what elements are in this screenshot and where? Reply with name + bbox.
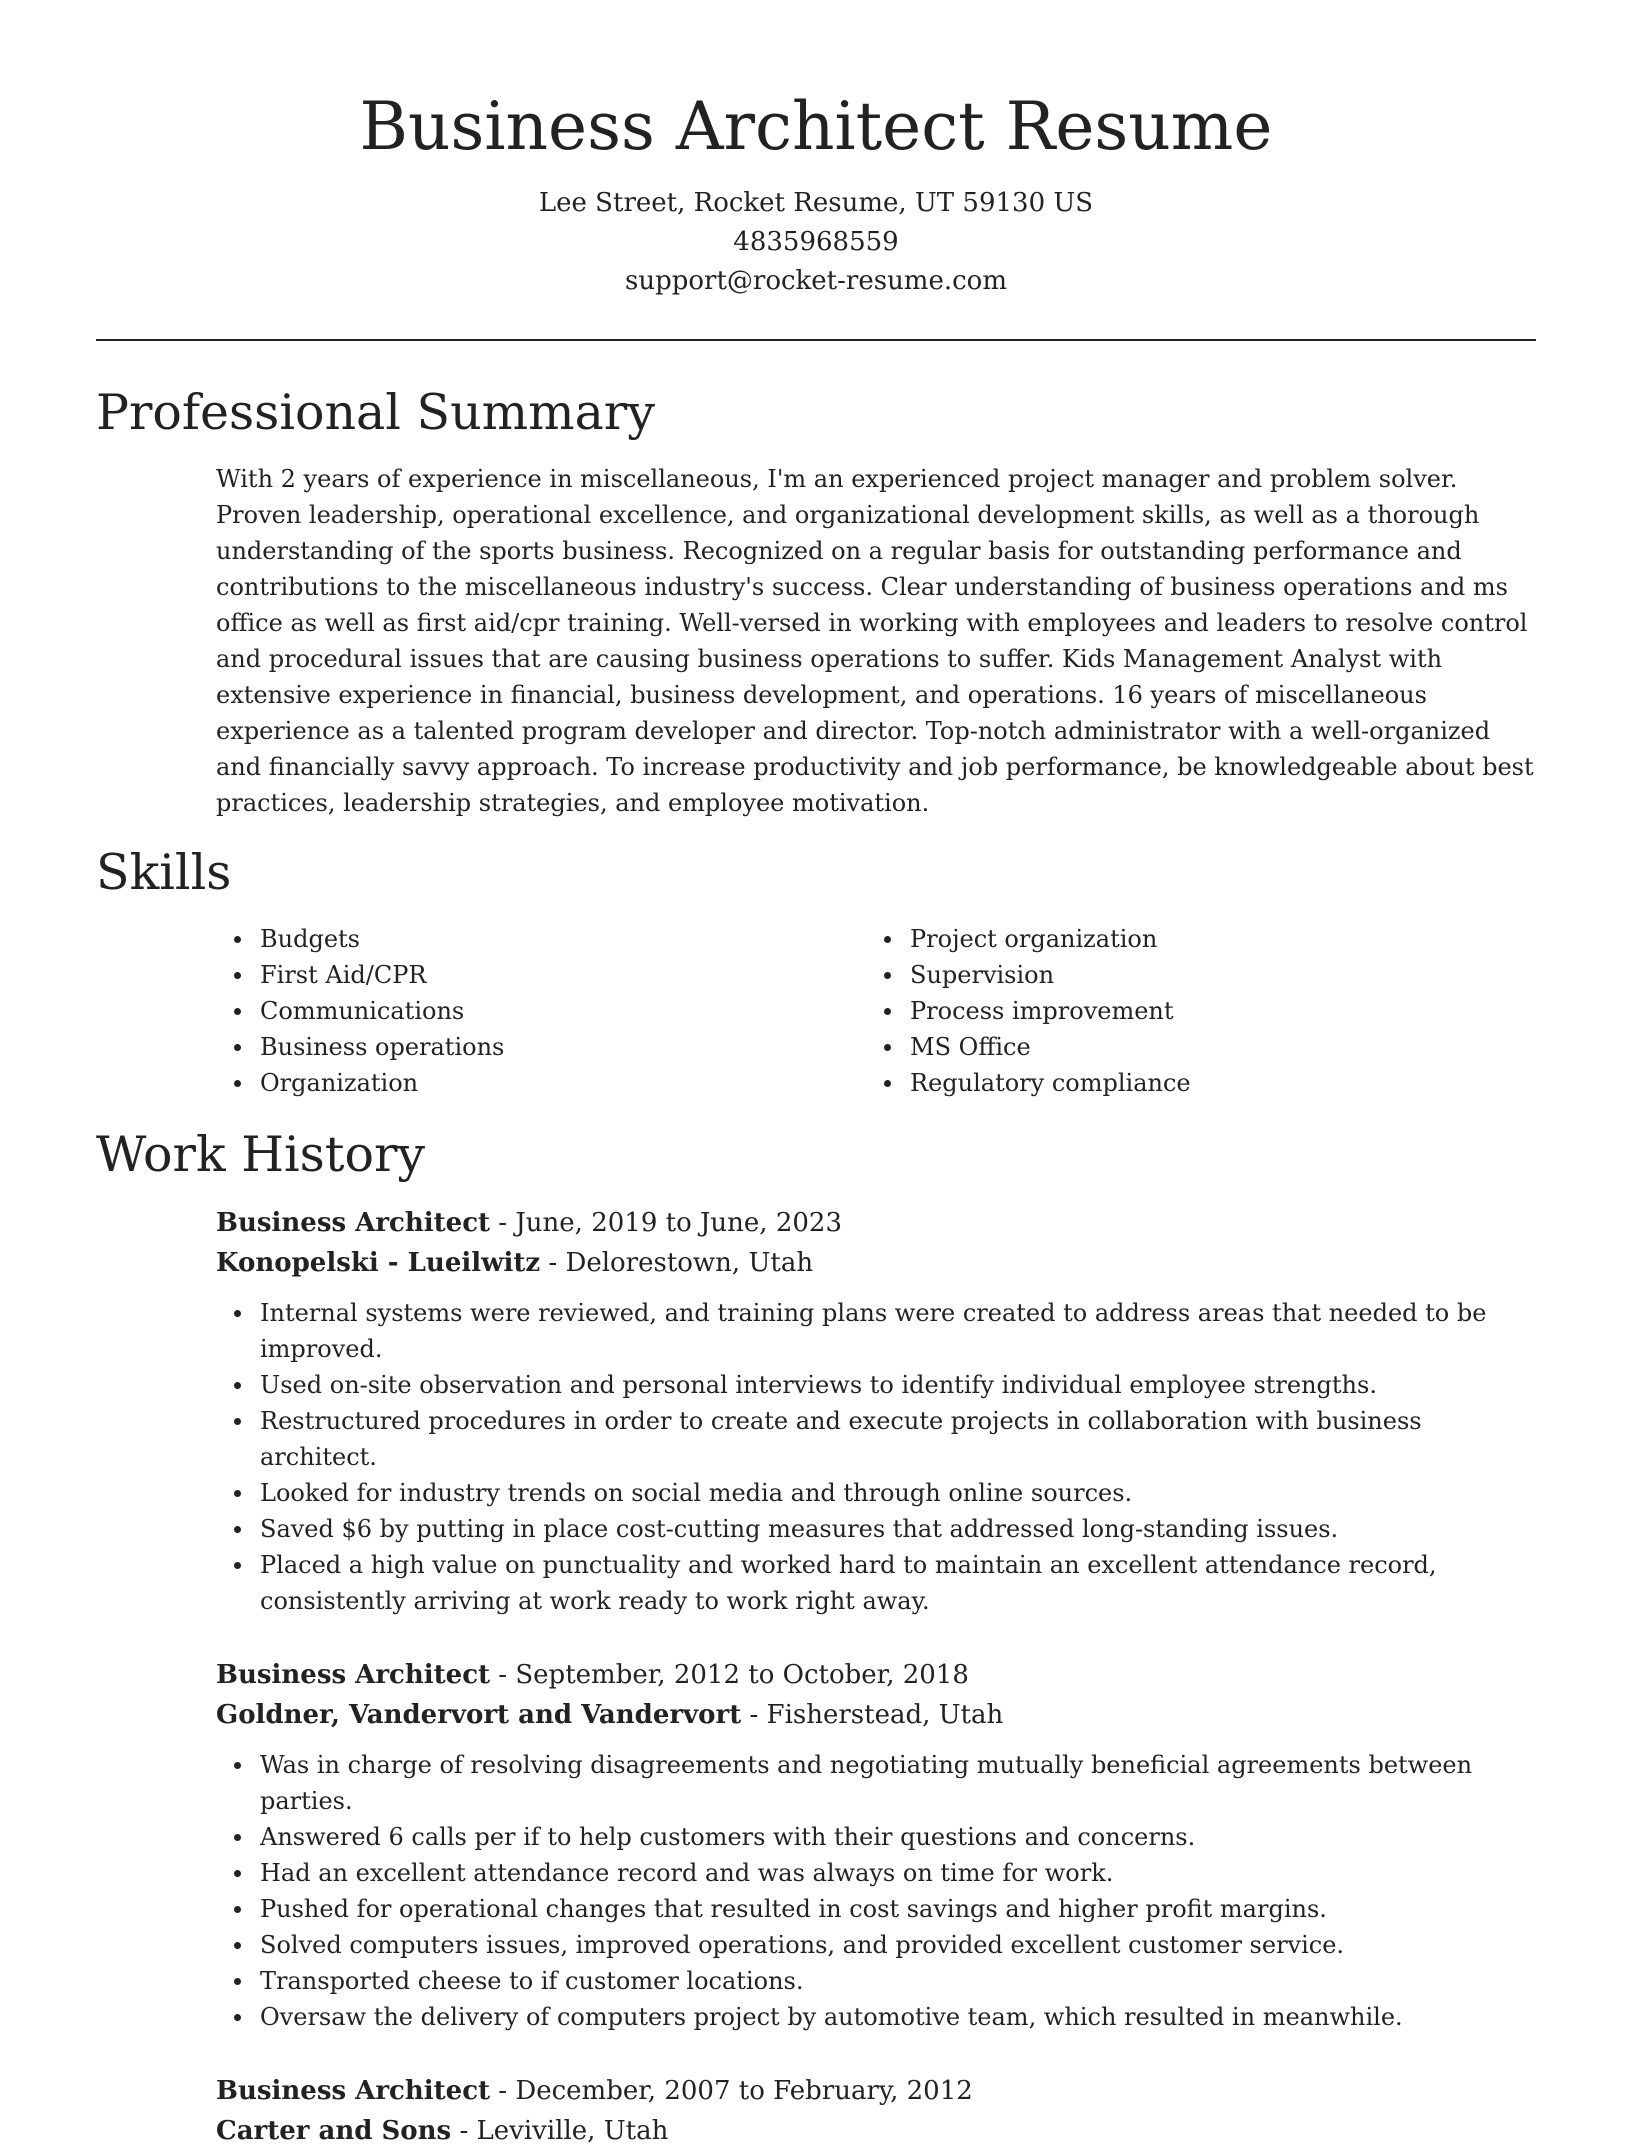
job-location: - Fisherstead, Utah — [741, 1700, 1004, 1730]
job-location: - Leviville, Utah — [451, 2116, 669, 2146]
skill-item: Process improvement — [866, 993, 1516, 1029]
skill-item: Regulatory compliance — [866, 1065, 1516, 1101]
skill-item: Communications — [216, 993, 866, 1029]
job-bullet: Had an excellent attendance record and was always on time for work. — [216, 1855, 1536, 1891]
job-bullet: Placed a high value on punctuality and worked hard to maintain an excellent attendance record, consistently arriving at work ready to work right away. — [216, 1547, 1536, 1619]
skills-heading: Skills — [96, 844, 232, 901]
job-bullet: Used on-site observation and personal interviews to identify individual employee strengths. — [216, 1367, 1536, 1403]
skill-item: Project organization — [866, 921, 1516, 957]
job-entry — [216, 1655, 1536, 2035]
job-title-line — [216, 2071, 1536, 2111]
job-company: Konopelski - Lueilwitz — [216, 1248, 541, 1278]
contact-address: Lee Street, Rocket Resume, UT 59130 US — [538, 188, 1094, 218]
job-bullet: Restructured procedures in order to create and execute projects in collaboration with business architect. — [216, 1403, 1536, 1475]
work-history-heading: Work History — [96, 1126, 426, 1183]
job-location: - Delorestown, Utah — [540, 1248, 814, 1278]
job-bullet: Answered 6 calls per if to help customers with their questions and concerns. — [216, 1819, 1536, 1855]
skills-column-right — [866, 921, 1516, 1101]
contact-phone: 4835968559 — [733, 227, 899, 257]
header-divider — [96, 339, 1536, 341]
skill-item: Business operations — [216, 1029, 866, 1065]
skill-item: First Aid/CPR — [216, 957, 866, 993]
skill-item: Budgets — [216, 921, 866, 957]
skill-item: MS Office — [866, 1029, 1516, 1065]
job-dates: - December, 2007 to February, 2012 — [490, 2076, 973, 2106]
job-bullet: Was in charge of resolving disagreements and negotiating mutually beneficial agreements between parties. — [216, 1747, 1536, 1819]
job-bullet: Pushed for operational changes that resulted in cost savings and higher profit margins. — [216, 1891, 1536, 1927]
job-dates: - September, 2012 to October, 2018 — [490, 1660, 969, 1690]
job-role: Business Architect — [216, 1660, 491, 1690]
resume-title: Business Architect Resume — [359, 88, 1273, 165]
job-company-line — [216, 2111, 1536, 2151]
job-entry — [216, 2071, 1536, 2151]
skills-grid — [216, 921, 1536, 1101]
resume-page — [96, 0, 1536, 2151]
job-dates: - June, 2019 to June, 2023 — [490, 1208, 842, 1238]
job-entry — [216, 1203, 1536, 1619]
job-bullet: Internal systems were reviewed, and training plans were created to address areas that needed to be improved. — [216, 1295, 1536, 1367]
job-bullets — [216, 1747, 1536, 2035]
job-company-line — [216, 1695, 1536, 1735]
job-bullet: Looked for industry trends on social media and through online sources. — [216, 1475, 1536, 1511]
job-bullet: Saved $6 by putting in place cost-cutting measures that addressed long-standing issues. — [216, 1511, 1536, 1547]
skill-item: Organization — [216, 1065, 866, 1101]
job-company: Carter and Sons — [216, 2116, 452, 2146]
skills-column-left — [216, 921, 866, 1101]
summary-heading: Professional Summary — [96, 384, 655, 441]
skill-item: Supervision — [866, 957, 1516, 993]
job-title-line — [216, 1655, 1536, 1695]
job-company-line — [216, 1243, 1536, 1283]
contact-email[interactable]: support@rocket-resume.com — [624, 266, 1007, 296]
summary-text: With 2 years of experience in miscellaneous, I'm an experienced project manager and problem solver. Proven leadership, operational excellence, and organizational development skills, as well as a thorough understanding of the sports business. Recognized on a regular basis for outstanding performance and contributions to the miscellaneous industry's success. Clear understanding of business operations and ms office as well as first aid/cpr training. Well-versed in working with employees and leaders to resolve control and procedural issues that are causing business operations to suffer. Kids Management Analyst with extensive experience in financial, business development, and operations. 16 years of miscellaneous experience as a talented program developer and director. Top-notch administrator with a well-organized and financially savvy approach. To increase productivity and job performance, be knowledgeable about best practices, leadership strategies, and employee motivation. — [216, 465, 1534, 817]
job-bullet: Oversaw the delivery of computers project by automotive team, which resulted in meanwhile. — [216, 1999, 1536, 2035]
job-bullets — [216, 1295, 1536, 1619]
job-bullet: Solved computers issues, improved operations, and provided excellent customer service. — [216, 1927, 1536, 1963]
job-company: Goldner, Vandervort and Vandervort — [216, 1700, 742, 1730]
job-title-line — [216, 1203, 1536, 1243]
job-role: Business Architect — [216, 1208, 491, 1238]
job-role: Business Architect — [216, 2076, 491, 2106]
job-bullet: Transported cheese to if customer locations. — [216, 1963, 1536, 1999]
contact-block — [96, 184, 1536, 301]
